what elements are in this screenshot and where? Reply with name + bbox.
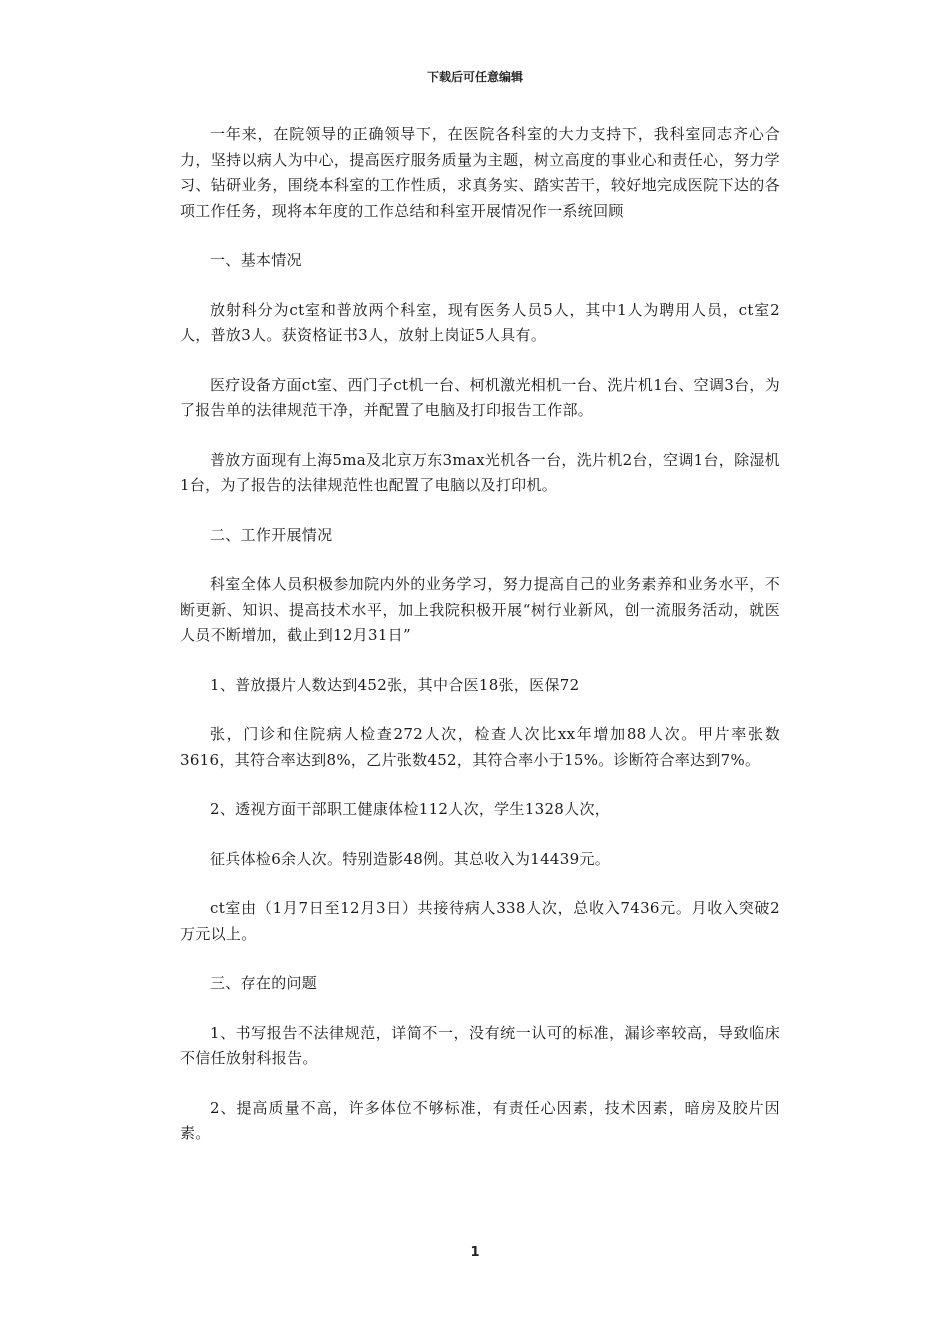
paragraph-problem-1: 1、书写报告不法律规范，详简不一，没有统一认可的标准，漏诊率较高，导致临床不信任放射科报告。 [180,1023,780,1067]
page-header: 下载后可任意编辑 [426,70,523,84]
paragraph-xray-details: 张，门诊和住院病人检查272人次，检查人次比xx年增加88人次。甲片率张数3616，其符合率达到8%，乙片张数452，其符合率小于15%。诊断符合率达到7%。 [180,725,780,769]
paragraph-fluoroscopy: 2、透视方面干部职工健康体检112人次，学生1328人次， [210,800,611,818]
paragraph-xray-count: 1、普放摄片人数达到452张，其中合医18张，医保72 [210,675,580,694]
page-number: 1 [470,1245,480,1260]
paragraph-staff: 放射科分为ct室和普放两个科室，现有医务人员5人，其中1人为聘用人员，ct室2人，普放3人。获资格证书3人，放射上岗证5人具有。 [180,300,780,344]
section-heading-basic-situation: 一、基本情况 [210,251,302,269]
paragraph-study: 科室全体人员积极参加院内外的业务学习，努力提高自己的业务素养和业务水平，不断更新、知识、提高技术水平，加上我院积极开展“树行业新风，创一流服务活动，就医人员不断增加，截止到12月31日” [180,575,780,644]
document-body [180,122,780,1171]
section-heading-problems: 三、存在的问题 [210,974,318,992]
paragraph-problem-2: 2、提高质量不高，许多体位不够标准，有责任心因素，技术因素，暗房及胶片因素。 [180,1098,780,1142]
paragraph-ct-room: ct室由（1月7日至12月3日）共接待病人338人次，总收入7436元。月收入突破2万元以上。 [180,899,780,943]
paragraph-military-exam: 征兵体检6余人次。特别造影48例。其总收入为14439元。 [210,849,611,868]
intro-paragraph: 一年来，在院领导的正确领导下，在医院各科室的大力支持下，我科室同志齐心合力，坚持以病人为中心，提高医疗服务质量为主题，树立高度的事业心和责任心，努力学习、钻研业务，围绕本科室的工作性质，求真务实、踏实苦干，较好地完成医院下达的各项工作任务，现将本年度的工作总结和科室开展情况作一系统回顾 [180,125,780,220]
paragraph-equipment-general: 普放方面现有上海5ma及北京万东3max光机各一台，洗片机2台，空调1台，除湿机1台，为了报告的法律规范性也配置了电脑以及打印机。 [180,450,780,494]
paragraph-equipment-ct: 医疗设备方面ct室、西门子ct机一台、柯机激光相机一台、洗片机1台、空调3台，为了报告单的法律规范干净，并配置了电脑及打印报告工作部。 [180,375,780,419]
section-heading-work-progress: 二、工作开展情况 [210,525,333,544]
